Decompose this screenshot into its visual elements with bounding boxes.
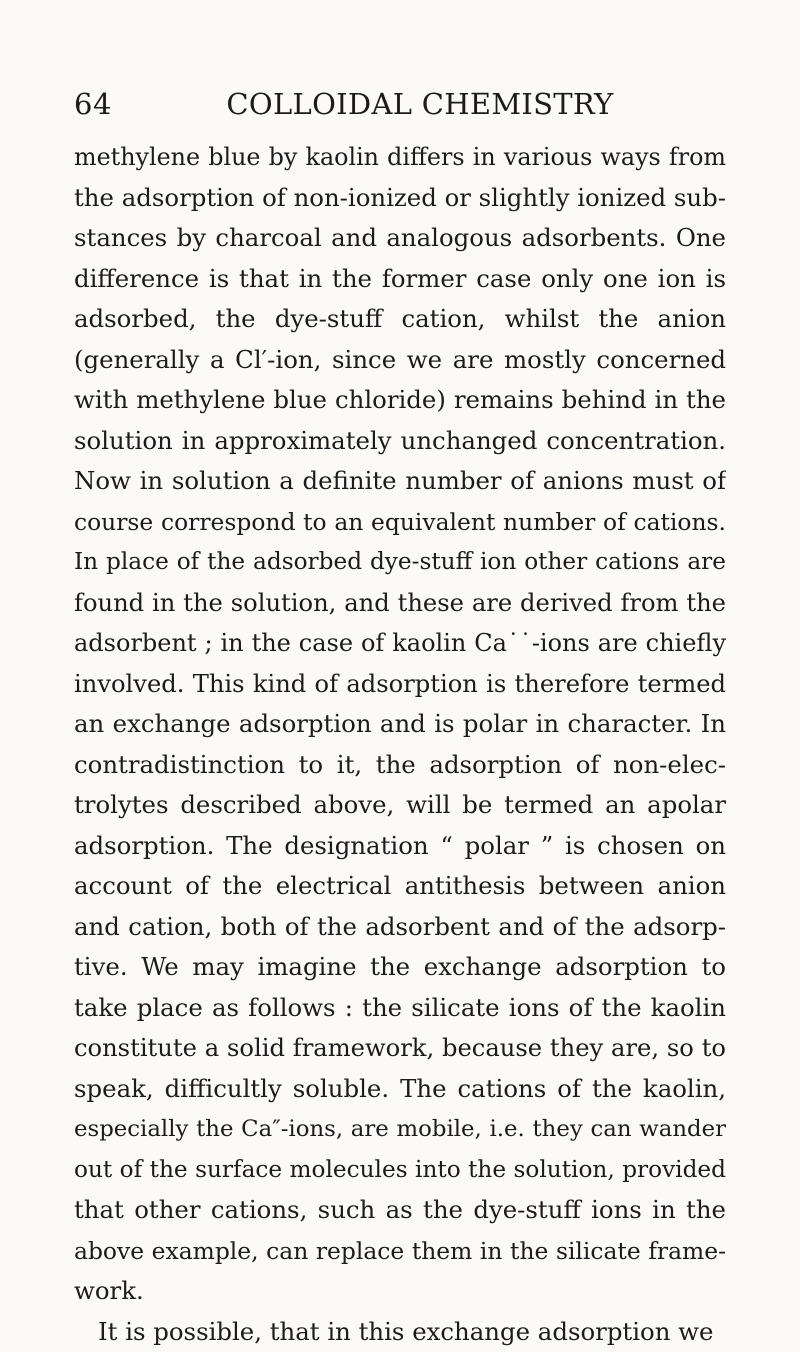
text-line: trolytes described above, will be termed an apolar [74, 785, 726, 826]
text-line: take place as follows : the silicate ions of the kaolin [74, 988, 726, 1029]
text-line: constitute a solid framework, because they are, so to [74, 1028, 726, 1069]
text-line: It is possible, that in this exchange adsorption we [74, 1312, 726, 1352]
text-line: (generally a Cl′-ion, since we are mostly concerned [74, 340, 726, 381]
text-line: work. [74, 1271, 726, 1312]
text-line: contradistinction to it, the adsorption of non-elec- [74, 745, 726, 786]
text-line: methylene blue by kaolin differs in various ways from [74, 137, 726, 178]
text-line: account of the electrical antithesis between anion [74, 866, 726, 907]
text-line: adsorption. The designation “ polar ” is chosen on [74, 826, 726, 867]
page-header [74, 80, 726, 128]
text-line: with methylene blue chloride) remains behind in the [74, 380, 726, 421]
text-line: Now in solution a definite number of anions must of [74, 461, 726, 502]
body-text [74, 137, 726, 1352]
text-line: an exchange adsorption and is polar in character. In [74, 704, 726, 745]
text-line: adsorbed, the dye-stuff cation, whilst the anion [74, 299, 726, 340]
text-line: solution in approximately unchanged concentration. [74, 421, 726, 462]
text-line: and cation, both of the adsorbent and of the adsorp- [74, 907, 726, 948]
text-line: difference is that in the former case only one ion is [74, 259, 726, 300]
text-line: adsorbent ; in the case of kaolin Ca˙˙-ions are chiefly [74, 623, 726, 664]
text-line: that other cations, such as the dye-stuff ions in the [74, 1190, 726, 1231]
running-title: COLLOIDAL CHEMISTRY [74, 80, 726, 128]
page-number: 64 [74, 80, 112, 128]
text-line: stances by charcoal and analogous adsorbents. One [74, 218, 726, 259]
text-line: especially the Ca″-ions, are mobile, i.e. they can wander [74, 1109, 726, 1150]
text-line: above example, can replace them in the silicate frame- [74, 1231, 726, 1272]
text-line: In place of the adsorbed dye-stuff ion other cations are [74, 542, 726, 583]
text-line: found in the solution, and these are derived from the [74, 583, 726, 624]
text-line: out of the surface molecules into the solution, provided [74, 1150, 726, 1191]
text-line: tive. We may imagine the exchange adsorption to [74, 947, 726, 988]
text-line: speak, difficultly soluble. The cations of the kaolin, [74, 1069, 726, 1110]
text-line: involved. This kind of adsorption is therefore termed [74, 664, 726, 705]
text-line: the adsorption of non-ionized or slightly ionized sub- [74, 178, 726, 219]
text-line: course correspond to an equivalent number of cations. [74, 502, 726, 543]
